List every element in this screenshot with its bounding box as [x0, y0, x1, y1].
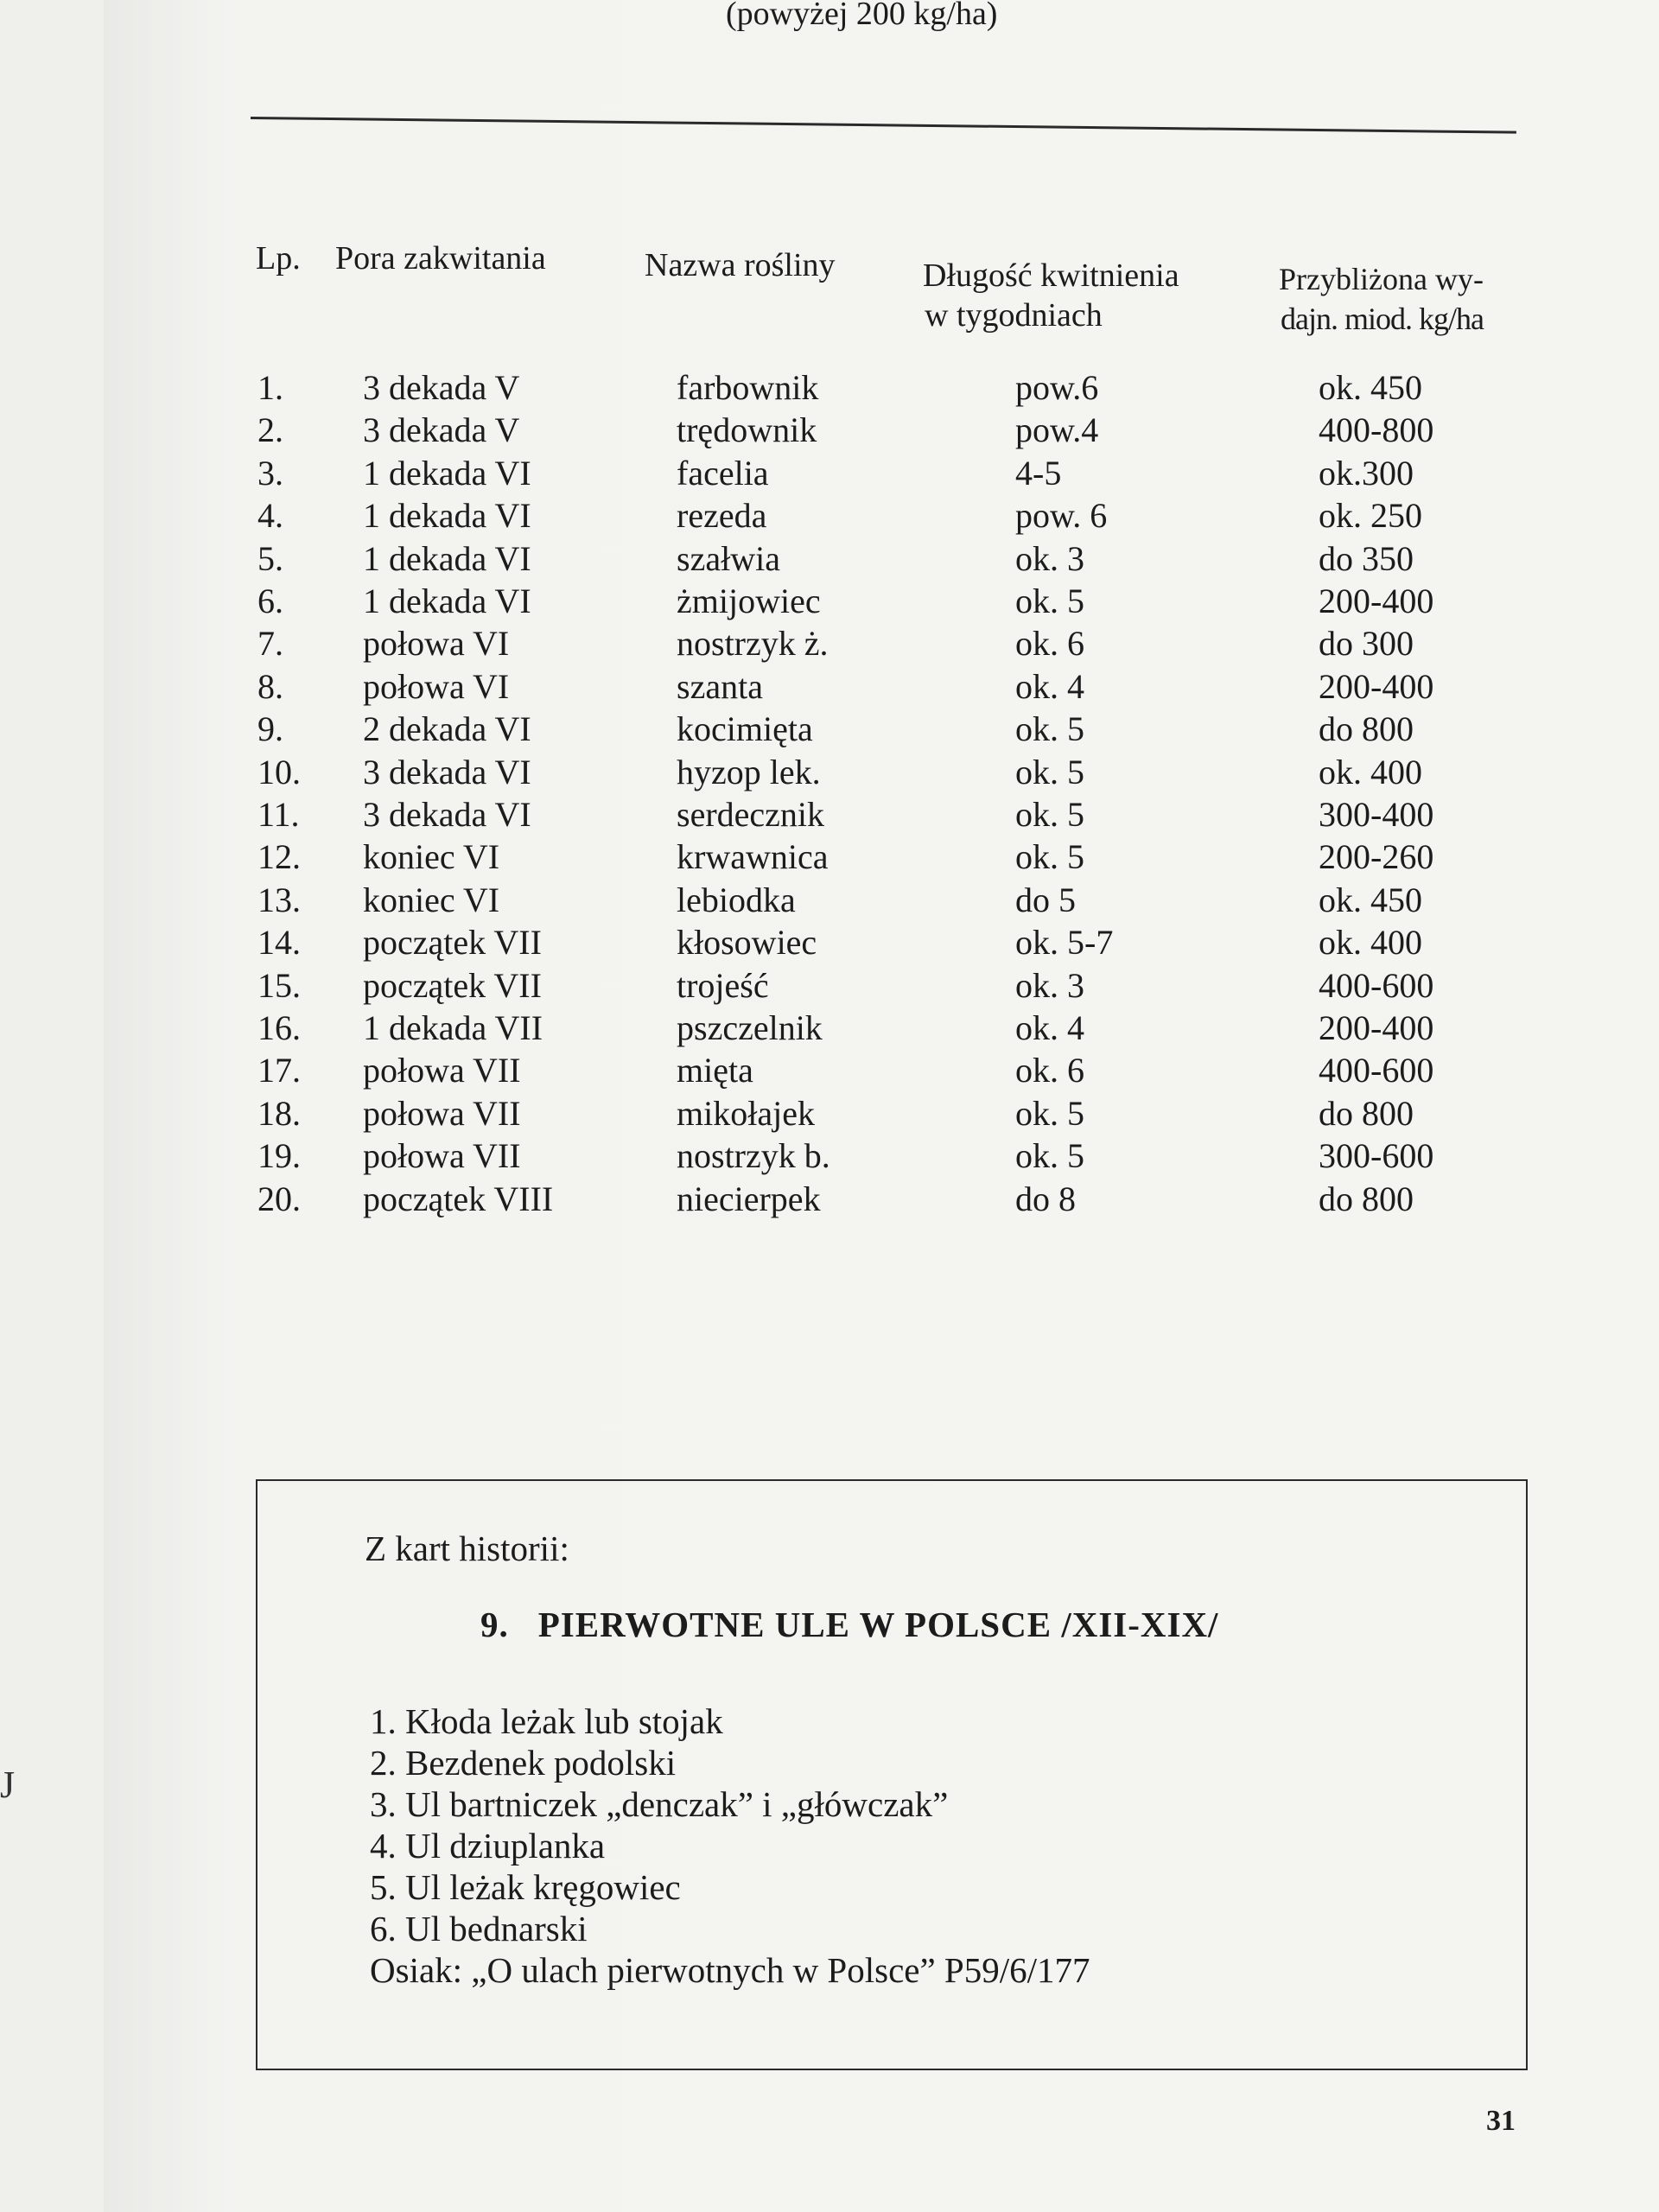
cell-yield: 400-800 [1319, 410, 1434, 449]
table-row [0, 409, 1659, 452]
cell-plant-name: farbownik [677, 368, 819, 407]
cell-duration: ok. 5 [1015, 753, 1084, 791]
cell-duration: ok. 5 [1015, 709, 1084, 748]
cell-yield: ok. 450 [1319, 368, 1422, 407]
cell-duration: pow.6 [1015, 368, 1099, 407]
table-row [0, 580, 1659, 623]
cell-duration: ok. 5-7 [1015, 923, 1114, 962]
table-row [0, 1092, 1659, 1135]
cell-plant-name: nostrzyk b. [677, 1136, 830, 1175]
cell-yield: ok. 400 [1319, 753, 1422, 791]
cell-season: 2 dekada VI [363, 709, 531, 748]
cell-plant-name: kocimięta [677, 709, 813, 748]
header-season: Pora zakwitania [335, 240, 546, 276]
cell-yield: 200-400 [1319, 582, 1434, 620]
cell-yield: do 300 [1319, 624, 1414, 663]
cell-yield: ok.300 [1319, 454, 1414, 493]
cell-yield: 200-400 [1319, 667, 1434, 706]
cell-duration: ok. 3 [1015, 539, 1084, 578]
history-label: Z kart historii: [365, 1529, 569, 1568]
cell-season: połowa VII [363, 1136, 521, 1175]
history-box [256, 1479, 1528, 2070]
cell-plant-name: mikołajek [677, 1094, 815, 1133]
cell-plant-name: hyzop lek. [677, 753, 821, 791]
cell-lp: 2. [257, 410, 283, 449]
table-row [0, 793, 1659, 836]
cell-plant-name: żmijowiec [677, 582, 821, 620]
history-source: Osiak: „O ulach pierwotnych w Polsce” P59/6/177 [370, 1950, 1090, 1990]
cell-lp: 15. [257, 966, 301, 1005]
cell-season: 3 dekada V [363, 368, 520, 407]
history-heading-text: PIERWOTNE ULE W POLSCE /XII-XIX/ [537, 1605, 1219, 1644]
cell-yield: do 800 [1319, 1179, 1414, 1218]
cell-season: połowa VII [363, 1051, 521, 1090]
header-name: Nazwa rośliny [645, 247, 836, 283]
header-duration-line1: Długość kwitnienia [923, 257, 1179, 294]
cell-plant-name: pszczelnik [677, 1008, 823, 1047]
table-row [0, 494, 1659, 537]
cell-plant-name: mięta [677, 1051, 753, 1090]
page-subtitle: (powyżej 200 kg/ha) [726, 0, 998, 32]
cell-season: 3 dekada VI [363, 753, 531, 791]
history-heading-number: 9. [480, 1605, 509, 1644]
cell-yield: ok. 450 [1319, 880, 1422, 919]
table-row [0, 622, 1659, 665]
cell-season: 3 dekada VI [363, 795, 531, 834]
table-row [0, 751, 1659, 794]
cell-plant-name: kłosowiec [677, 923, 817, 962]
cell-lp: 5. [257, 539, 283, 578]
cell-lp: 14. [257, 923, 301, 962]
cell-duration: ok. 4 [1015, 667, 1084, 706]
cell-lp: 18. [257, 1094, 301, 1133]
history-heading [480, 1604, 1218, 1645]
table-row [0, 1178, 1659, 1221]
cell-duration: ok. 5 [1015, 582, 1084, 620]
history-item: 6. Ul bednarski [370, 1909, 588, 1948]
cell-plant-name: nostrzyk ż. [677, 624, 829, 663]
cell-yield: do 800 [1319, 1094, 1414, 1133]
cell-lp: 9. [257, 709, 283, 748]
cell-season: 3 dekada V [363, 410, 520, 449]
cell-season: początek VIII [363, 1179, 554, 1218]
cell-lp: 1. [257, 368, 283, 407]
cell-plant-name: serdecznik [677, 795, 825, 834]
cell-plant-name: krwawnica [677, 837, 829, 876]
cell-lp: 8. [257, 667, 283, 706]
cell-plant-name: szanta [677, 667, 763, 706]
cell-plant-name: trojeść [677, 966, 769, 1005]
cell-duration: ok. 5 [1015, 1136, 1084, 1175]
cell-season: początek VII [363, 923, 542, 962]
cell-duration: ok. 6 [1015, 624, 1084, 663]
history-item: 3. Ul bartniczek „denczak” i „główczak” [370, 1784, 949, 1824]
cell-duration: 4-5 [1015, 454, 1062, 493]
table-row [0, 366, 1659, 410]
cell-season: 1 dekada VI [363, 539, 531, 578]
cell-season: połowa VI [363, 667, 510, 706]
table-row [0, 836, 1659, 879]
cell-season: połowa VI [363, 624, 510, 663]
cell-duration: ok. 5 [1015, 1094, 1084, 1133]
cell-lp: 19. [257, 1136, 301, 1175]
page-number: 31 [1486, 2105, 1516, 2137]
cell-yield: 300-400 [1319, 795, 1434, 834]
table-row [0, 708, 1659, 751]
cell-season: 1 dekada VI [363, 496, 531, 535]
table-row [0, 1135, 1659, 1178]
cell-season: połowa VII [363, 1094, 521, 1133]
table-row [0, 921, 1659, 964]
cell-yield: 200-400 [1319, 1008, 1434, 1047]
cell-lp: 7. [257, 624, 283, 663]
cell-yield: 300-600 [1319, 1136, 1434, 1175]
table-row [0, 452, 1659, 495]
cell-season: koniec VI [363, 837, 500, 876]
cell-plant-name: facelia [677, 454, 769, 493]
cell-lp: 6. [257, 582, 283, 620]
cell-plant-name: trędownik [677, 410, 817, 449]
cell-duration: ok. 3 [1015, 966, 1084, 1005]
cell-duration: pow.4 [1015, 410, 1099, 449]
cell-season: 1 dekada VI [363, 582, 531, 620]
table-row [0, 1049, 1659, 1092]
table-row [0, 1007, 1659, 1050]
cell-season: 1 dekada VI [363, 454, 531, 493]
cell-yield: do 350 [1319, 539, 1414, 578]
cell-plant-name: niecierpek [677, 1179, 821, 1218]
cell-lp: 11. [257, 795, 300, 834]
cell-lp: 16. [257, 1008, 301, 1047]
cell-yield: 200-260 [1319, 837, 1434, 876]
cell-yield: do 800 [1319, 709, 1414, 748]
table-row [0, 665, 1659, 709]
cell-lp: 4. [257, 496, 283, 535]
cell-duration: ok. 5 [1015, 837, 1084, 876]
table-row [0, 879, 1659, 922]
cell-lp: 3. [257, 454, 283, 493]
cell-season: początek VII [363, 966, 542, 1005]
cell-lp: 17. [257, 1051, 301, 1090]
cell-plant-name: lebiodka [677, 880, 796, 919]
cell-lp: 13. [257, 880, 301, 919]
cell-plant-name: rezeda [677, 496, 767, 535]
history-item: 1. Kłoda leżak lub stojak [370, 1701, 723, 1741]
table-row [0, 964, 1659, 1007]
cell-duration: pow. 6 [1015, 496, 1108, 535]
cell-duration: do 8 [1015, 1179, 1076, 1218]
header-lp: Lp. [256, 240, 301, 276]
cell-duration: ok. 5 [1015, 795, 1084, 834]
cell-duration: ok. 4 [1015, 1008, 1084, 1047]
margin-mark: J [0, 1764, 16, 1806]
cell-yield: ok. 400 [1319, 923, 1422, 962]
history-item: 5. Ul leżak kręgowiec [370, 1867, 681, 1907]
cell-season: 1 dekada VII [363, 1008, 543, 1047]
history-item: 2. Bezdenek podolski [370, 1743, 677, 1783]
header-yield-line1: Przybliżona wy- [1279, 262, 1484, 296]
history-item: 4. Ul dziuplanka [370, 1826, 606, 1866]
cell-yield: 400-600 [1319, 1051, 1434, 1090]
header-yield-line2: dajn. miod. kg/ha [1281, 302, 1484, 336]
cell-lp: 10. [257, 753, 301, 791]
cell-season: koniec VI [363, 880, 500, 919]
cell-lp: 12. [257, 837, 301, 876]
cell-plant-name: szałwia [677, 539, 780, 578]
cell-duration: ok. 6 [1015, 1051, 1084, 1090]
cell-lp: 20. [257, 1179, 301, 1218]
header-duration-line2: w tygodniach [925, 297, 1103, 334]
cell-yield: 400-600 [1319, 966, 1434, 1005]
cell-duration: do 5 [1015, 880, 1076, 919]
cell-yield: ok. 250 [1319, 496, 1422, 535]
table-row [0, 537, 1659, 581]
